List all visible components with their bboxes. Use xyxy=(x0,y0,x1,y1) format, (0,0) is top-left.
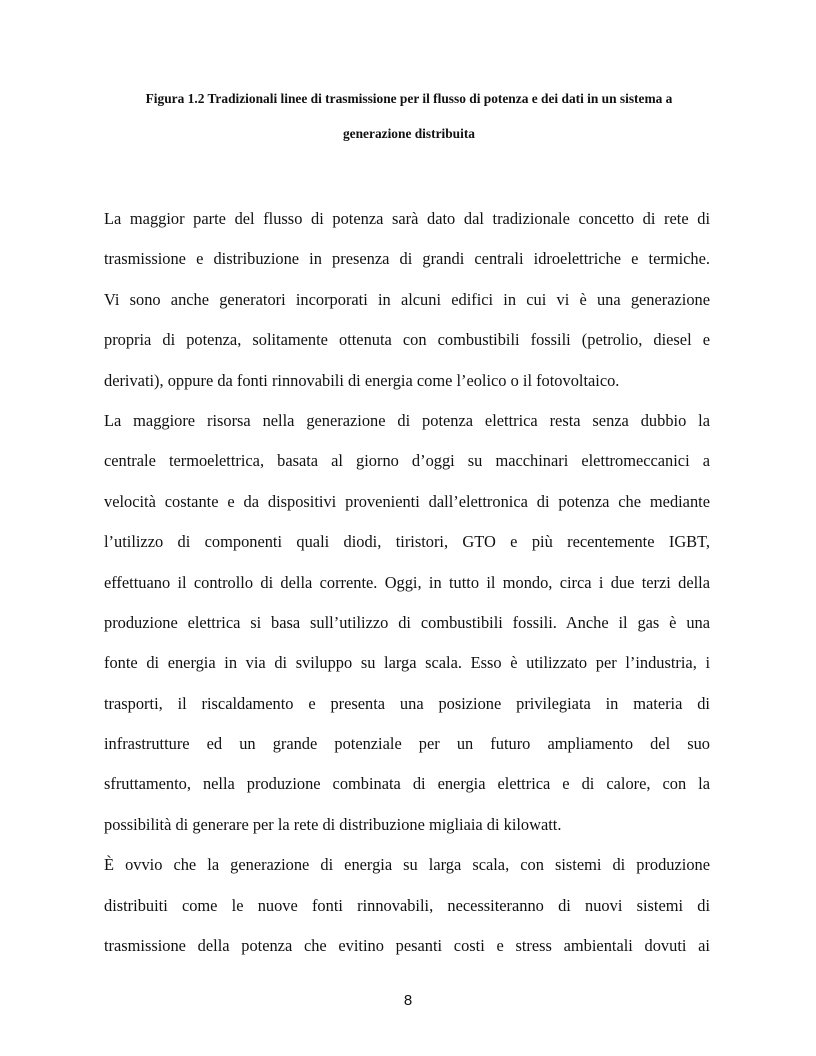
figure-caption-line-1: Figura 1.2 Tradizionali linee di trasmissione per il flusso di potenza e dei dati in un sistema a xyxy=(145,91,673,106)
text-line: trasporti, il riscaldamento e presenta una posizione privilegiata in materia di xyxy=(104,693,710,713)
page-number: 8 xyxy=(403,992,413,1009)
text-line: distribuiti come le nuove fonti rinnovabili, necessiteranno di nuovi sistemi di xyxy=(104,895,710,915)
text-line: trasmissione e distribuzione in presenza di grandi centrali idroelettriche e termiche. xyxy=(104,249,710,269)
text-line: l’utilizzo di componenti quali diodi, tiristori, GTO e più recentemente IGBT, xyxy=(104,532,710,552)
text-line: derivati), oppure da fonti rinnovabili di energia come l’eolico o il fotovoltaico. xyxy=(104,370,620,390)
text-line: produzione elettrica si basa sull’utilizzo di combustibili fossili. Anche il gas è una xyxy=(104,612,710,632)
text-line: La maggiore risorsa nella generazione di potenza elettrica resta senza dubbio la xyxy=(104,410,710,430)
text-line: velocità costante e da dispositivi provenienti dall’elettronica di potenza che mediante xyxy=(104,491,710,511)
text-line: effettuano il controllo di della corrente. Oggi, in tutto il mondo, circa i due terzi della xyxy=(104,572,710,592)
figure-caption-line-2: generazione distribuita xyxy=(342,126,476,141)
body-text xyxy=(104,199,710,966)
text-line: possibilità di generare per la rete di distribuzione migliaia di kilowatt. xyxy=(104,814,562,834)
text-line: Vi sono anche generatori incorporati in alcuni edifici in cui vi è una generazione xyxy=(104,289,710,309)
text-line: centrale termoelettrica, basata al giorno d’oggi su macchinari elettromeccanici a xyxy=(104,451,710,471)
text-line: infrastrutture ed un grande potenziale per un futuro ampliamento del suo xyxy=(104,734,710,754)
text-line: La maggior parte del flusso di potenza sarà dato dal tradizionale concetto di rete di xyxy=(104,209,710,228)
text-line: È ovvio che la generazione di energia su larga scala, con sistemi di produzione xyxy=(104,855,710,875)
text-line: sfruttamento, nella produzione combinata di energia elettrica e di calore, con la xyxy=(104,774,710,794)
text-line: trasmissione della potenza che evitino pesanti costi e stress ambientali dovuti ai xyxy=(104,936,710,956)
text-line: fonte di energia in via di sviluppo su larga scala. Esso è utilizzato per l’industria, i xyxy=(104,653,710,673)
text-line: propria di potenza, solitamente ottenuta con combustibili fossili (petrolio, diesel e xyxy=(104,330,710,350)
